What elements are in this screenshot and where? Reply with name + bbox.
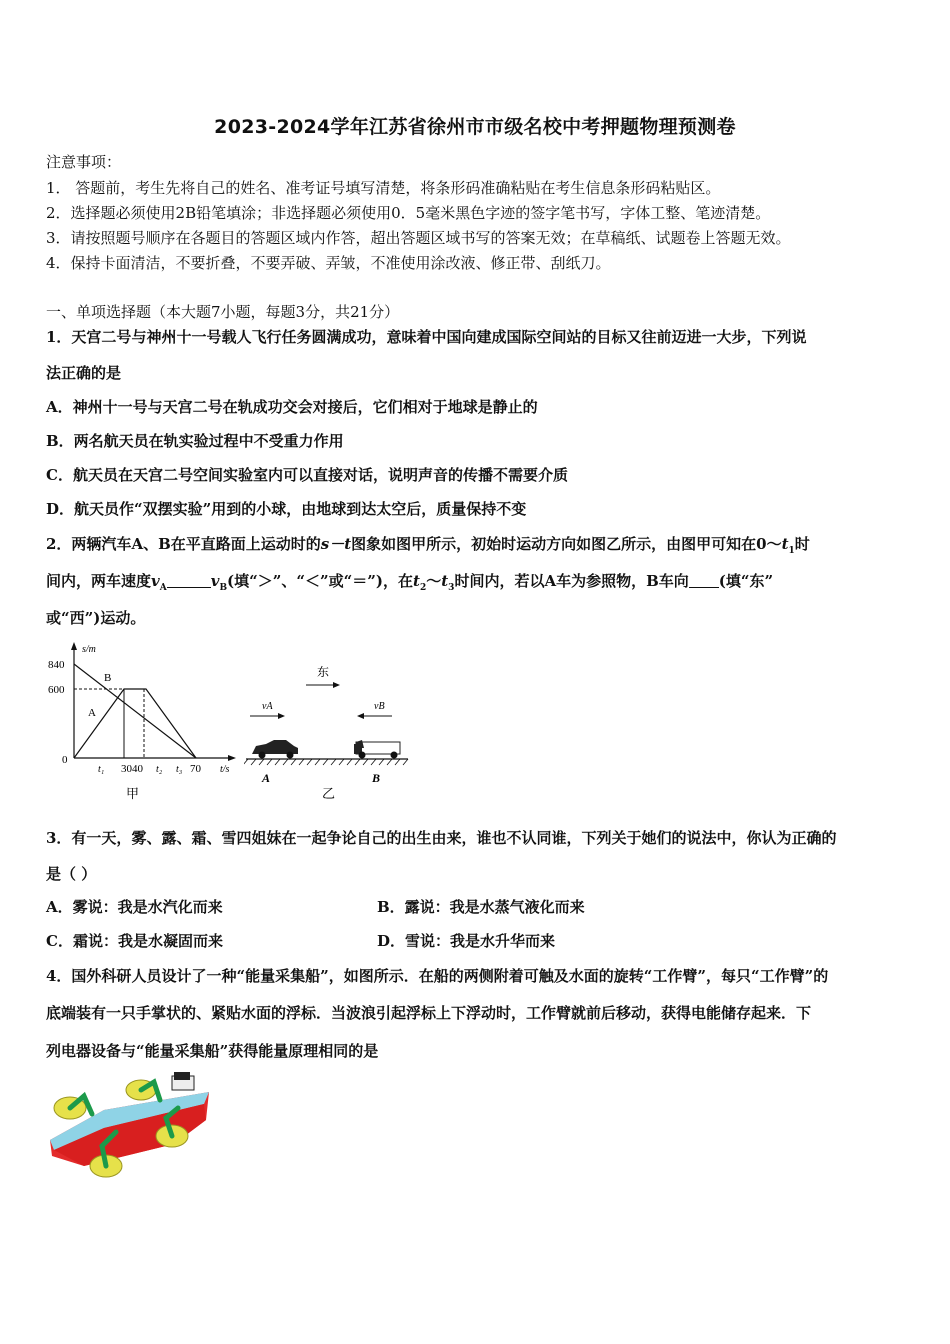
- q3-stem-line1: 3．有一天，雾、露、霜、雪四姐妹在一起争论自己的出生由来，谁也不认同谁，下列关于她们的说法中，你认为正确的: [46, 829, 837, 847]
- section-heading: 一、单项选择题（本大题7小题，每题3分，共21分）: [46, 303, 400, 321]
- q3-stem-line2: 是（ ）: [46, 865, 97, 883]
- q3-option-c: C．霜说：我是水凝固而来: [46, 932, 223, 950]
- answer-blank-2[interactable]: [689, 573, 719, 588]
- notice-item-2: 2．选择题必须使用2B铅笔填涂；非选择题必须使用0．5毫米黑色字迹的签字笔书写，字体工整、笔迹清楚。: [46, 204, 771, 222]
- truck-b-icon: [354, 740, 400, 759]
- q2-text: 2．两辆汽车A、B在平直路面上运动时的: [46, 535, 321, 553]
- energy-boat-figure: [44, 1070, 216, 1185]
- q4-stem-line1: 4．国外科研人员设计了一种“能量采集船”，如图所示．在船的两侧附着可触及水面的旋转“工作臂”，每只“工作臂”的: [46, 967, 829, 985]
- answer-blank-1[interactable]: [167, 573, 211, 588]
- q2-subscript: A: [159, 583, 167, 593]
- x-axis-label: t/s: [220, 764, 230, 775]
- q1-option-b: B．两名航天员在轨实验过程中不受重力作用: [46, 432, 344, 450]
- q2-t-symbol: t: [413, 572, 420, 590]
- origin-label: 0: [62, 754, 68, 766]
- line-b-label: B: [104, 672, 112, 684]
- q2-text: 图象如图甲所示，初始时运动方向如图乙所示，由图甲可知在0～: [351, 535, 782, 553]
- q4-stem-line3: 列电器设备与“能量采集船”获得能量原理相同的是: [46, 1042, 379, 1060]
- x-tick-3040: 3040: [121, 763, 143, 775]
- q2-text: 时: [794, 535, 810, 553]
- figure-caption-yi: 乙: [322, 786, 336, 801]
- q2-text: 间内，两车速度: [46, 572, 152, 590]
- y-axis-label: s/m: [82, 644, 96, 655]
- notice-heading: 注意事项：: [46, 153, 122, 171]
- x-tick-t3: t₃: [176, 764, 183, 775]
- line-a-label: A: [88, 707, 96, 719]
- east-label: 东: [317, 665, 330, 679]
- va-arrow-head: [278, 713, 285, 719]
- q2-text: (填“东”: [718, 572, 774, 590]
- x-tick-70: 70: [190, 763, 201, 775]
- graph-line-a: [74, 689, 196, 758]
- page-title: 2023-2024学年江苏省徐州市市级名校中考押题物理预测卷: [214, 116, 736, 138]
- car-a-icon: [252, 740, 298, 759]
- y-axis-arrow: [71, 642, 77, 650]
- q2-v-symbol: v: [210, 572, 220, 590]
- q2-text: 时间内，若以A车为参照物，B车向: [454, 572, 689, 590]
- q2-stem-line3: 或“西”)运动。: [46, 609, 146, 627]
- q2-text: (填“＞”、“＜”或“＝”)，在: [227, 572, 414, 590]
- figure-caption-jia: 甲: [126, 786, 140, 801]
- cars-figure: [244, 658, 414, 808]
- q2-text: ～: [426, 572, 442, 590]
- x-tick-t1: t₁: [98, 764, 105, 775]
- q1-option-c: C．航天员在天宫二号空间实验室内可以直接对话，说明声音的传播不需要介质: [46, 466, 568, 484]
- q2-st-symbol: s－t: [320, 535, 352, 553]
- vb-arrow-head: [357, 713, 364, 719]
- q1-option-a: A．神州十一号与天宫二号在轨成功交会对接后，它们相对于地球是静止的: [46, 398, 538, 416]
- notice-item-3: 3．请按照题号顺序在各题目的答题区域内作答，超出答题区域书写的答案无效；在草稿纸、试题卷上答题无效。: [46, 229, 791, 247]
- q2-v-symbol: v: [151, 572, 160, 590]
- q2-subscript: 3: [448, 583, 455, 593]
- q3-option-a: A．雾说：我是水汽化而来: [46, 898, 223, 916]
- q1-stem-line2: 法正确的是: [46, 364, 122, 382]
- x-tick-t2: t₂: [156, 764, 163, 775]
- vb-label: vB: [374, 701, 385, 712]
- q2-stem-line1: [46, 534, 810, 561]
- q2-t-symbol: t: [441, 572, 449, 590]
- notice-item-1: 1． 答题前，考生先将自己的姓名、准考证号填写清楚，将条形码准确粘贴在考生信息条形码粘贴区。: [46, 179, 721, 197]
- y-tick-840: 840: [48, 659, 65, 671]
- ground: [244, 759, 408, 765]
- q2-subscript: B: [219, 583, 228, 593]
- q4-stem-line2: 底端装有一只手掌状的、紧贴水面的浮标．当波浪引起浮标上下浮动时，工作臂就前后移动，获得电能储存起来．下: [46, 1004, 812, 1022]
- q3-option-d: D．雪说：我是水升华而来: [377, 932, 556, 950]
- car-a-label: A: [262, 771, 271, 785]
- car-b-label: B: [372, 771, 381, 785]
- y-tick-600: 600: [48, 684, 65, 696]
- q1-option-d: D．航天员作“双摆实验”用到的小球，由地球到达太空后，质量保持不变: [46, 500, 527, 518]
- x-axis-arrow: [228, 755, 236, 761]
- notice-item-4: 4．保持卡面清洁，不要折叠，不要弄破、弄皱，不准使用涂改液、修正带、刮纸刀。: [46, 254, 611, 272]
- va-label: vA: [262, 701, 273, 712]
- q3-option-b: B．露说：我是水蒸气液化而来: [377, 898, 585, 916]
- q1-stem-line1: 1．天宫二号与神州十一号载人飞行任务圆满成功，意味着中国向建成国际空间站的目标又往前迈进一大步，下列说: [46, 328, 807, 346]
- q2-subscript: 1: [788, 546, 795, 556]
- q2-subscript: 2: [419, 583, 427, 593]
- st-graph-figure: [44, 640, 244, 805]
- q2-stem-line2: [46, 571, 773, 598]
- east-arrow-head: [333, 682, 340, 688]
- q2-t-symbol: t: [781, 535, 789, 553]
